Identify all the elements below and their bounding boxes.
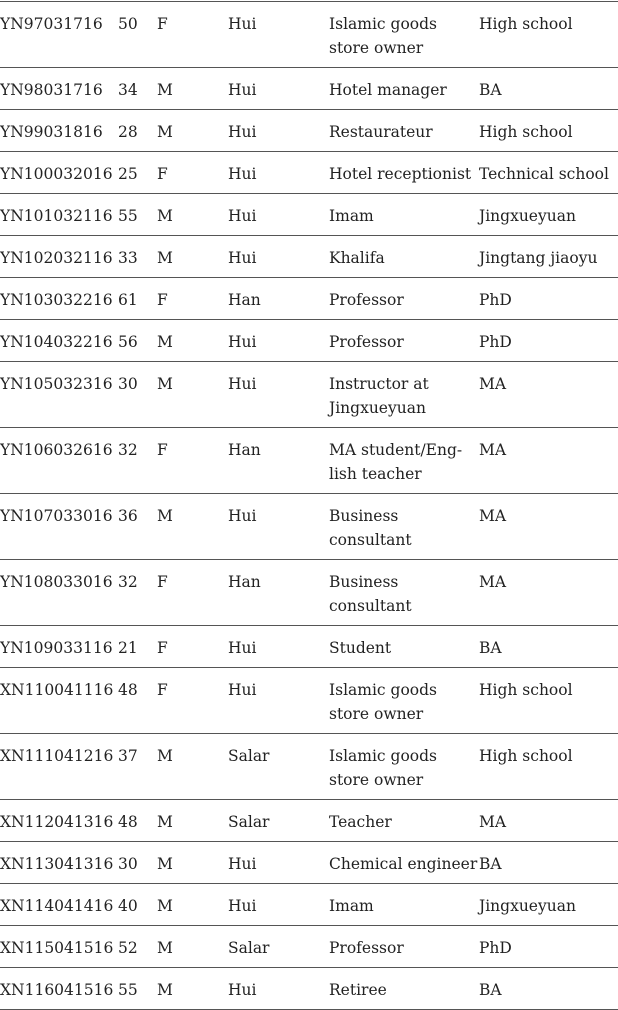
occupation-cell bbox=[329, 668, 479, 734]
participant-id-cell: YN109033116 bbox=[0, 639, 113, 657]
occupation-cell bbox=[329, 968, 479, 1010]
participant-id-cell: YN105032316 bbox=[0, 375, 113, 393]
sex-cell: M bbox=[157, 81, 173, 99]
education-cell: Jingxueyuan bbox=[479, 897, 576, 915]
occupation-line: Imam bbox=[329, 207, 374, 225]
sex-cell: M bbox=[157, 813, 173, 831]
occupation-line: lish teacher bbox=[329, 465, 422, 483]
sex-cell: F bbox=[157, 639, 168, 657]
education-cell: BA bbox=[479, 81, 502, 99]
table-row bbox=[0, 734, 618, 800]
participant-id-cell: YN99031816 bbox=[0, 123, 103, 141]
sex-cell: M bbox=[157, 249, 173, 267]
occupation-line: Hotel receptionist bbox=[329, 165, 472, 183]
ethnicity-cell: Hui bbox=[228, 207, 257, 225]
sex-cell: M bbox=[157, 123, 173, 141]
table-body bbox=[0, 2, 618, 1010]
ethnicity-cell: Hui bbox=[228, 123, 257, 141]
ethnicity-cell: Hui bbox=[228, 249, 257, 267]
age-cell: 32 bbox=[118, 573, 138, 591]
table-row bbox=[0, 968, 618, 1010]
participant-id-cell: YN100032016 bbox=[0, 165, 113, 183]
occupation-line: Student bbox=[329, 639, 392, 657]
occupation-cell bbox=[329, 362, 479, 428]
table-row bbox=[0, 110, 618, 152]
participant-id-cell: YN97031716 bbox=[0, 15, 103, 33]
age-cell: 52 bbox=[118, 939, 138, 957]
occupation-cell bbox=[329, 2, 479, 68]
participant-id-cell: XN110041116 bbox=[0, 681, 114, 699]
ethnicity-cell: Salar bbox=[228, 747, 270, 765]
sex-cell: M bbox=[157, 375, 173, 393]
participant-id-cell: XN111041216 bbox=[0, 747, 114, 765]
ethnicity-cell: Hui bbox=[228, 165, 257, 183]
participant-id-cell: YN101032116 bbox=[0, 207, 113, 225]
occupation-line: Jingxueyuan bbox=[329, 399, 426, 417]
education-cell: High school bbox=[479, 747, 573, 765]
occupation-cell bbox=[329, 278, 479, 320]
occupation-cell bbox=[329, 734, 479, 800]
occupation-line: consultant bbox=[329, 597, 412, 615]
occupation-cell bbox=[329, 428, 479, 494]
education-cell: High school bbox=[479, 123, 573, 141]
table-row bbox=[0, 194, 618, 236]
participant-id-cell: YN104032216 bbox=[0, 333, 113, 351]
ethnicity-cell: Hui bbox=[228, 333, 257, 351]
occupation-line: Professor bbox=[329, 333, 404, 351]
occupation-cell bbox=[329, 152, 479, 194]
ethnicity-cell: Hui bbox=[228, 855, 257, 873]
table-row bbox=[0, 152, 618, 194]
table-row bbox=[0, 68, 618, 110]
education-cell: BA bbox=[479, 639, 502, 657]
table-row bbox=[0, 362, 618, 428]
age-cell: 50 bbox=[118, 15, 138, 33]
table-row bbox=[0, 236, 618, 278]
ethnicity-cell: Hui bbox=[228, 375, 257, 393]
age-cell: 30 bbox=[118, 855, 138, 873]
age-cell: 61 bbox=[118, 291, 138, 309]
participant-id-cell: YN98031716 bbox=[0, 81, 103, 99]
sex-cell: F bbox=[157, 681, 168, 699]
participant-id-cell: XN114041416 bbox=[0, 897, 114, 915]
occupation-line: Professor bbox=[329, 939, 404, 957]
education-cell: MA bbox=[479, 813, 507, 831]
table-row bbox=[0, 494, 618, 560]
education-cell: Jingxueyuan bbox=[479, 207, 576, 225]
education-cell: PhD bbox=[479, 939, 512, 957]
occupation-line: Hotel manager bbox=[329, 81, 447, 99]
table-row bbox=[0, 884, 618, 926]
education-cell: Technical school bbox=[479, 165, 609, 183]
occupation-line: store owner bbox=[329, 39, 424, 57]
occupation-cell bbox=[329, 626, 479, 668]
sex-cell: F bbox=[157, 573, 168, 591]
age-cell: 32 bbox=[118, 441, 138, 459]
sex-cell: M bbox=[157, 939, 173, 957]
sex-cell: F bbox=[157, 165, 168, 183]
participants-table bbox=[0, 1, 618, 1010]
occupation-cell bbox=[329, 926, 479, 968]
occupation-line: Restaurateur bbox=[329, 123, 433, 141]
occupation-line: Chemical engineer bbox=[329, 855, 478, 873]
age-cell: 21 bbox=[118, 639, 138, 657]
occupation-line: Teacher bbox=[329, 813, 392, 831]
age-cell: 28 bbox=[118, 123, 138, 141]
age-cell: 37 bbox=[118, 747, 138, 765]
occupation-cell bbox=[329, 194, 479, 236]
age-cell: 34 bbox=[118, 81, 138, 99]
table-row bbox=[0, 320, 618, 362]
education-cell: MA bbox=[479, 507, 507, 525]
participant-id-cell: XN115041516 bbox=[0, 939, 114, 957]
table-row bbox=[0, 278, 618, 320]
education-cell: MA bbox=[479, 375, 507, 393]
ethnicity-cell: Han bbox=[228, 573, 261, 591]
occupation-cell bbox=[329, 842, 479, 884]
sex-cell: M bbox=[157, 507, 173, 525]
education-cell: High school bbox=[479, 681, 573, 699]
sex-cell: M bbox=[157, 981, 173, 999]
participant-id-cell: XN112041316 bbox=[0, 813, 114, 831]
occupation-cell bbox=[329, 68, 479, 110]
occupation-cell bbox=[329, 800, 479, 842]
occupation-line: Professor bbox=[329, 291, 404, 309]
occupation-line: Imam bbox=[329, 897, 374, 915]
education-cell: MA bbox=[479, 573, 507, 591]
table-row bbox=[0, 668, 618, 734]
occupation-cell bbox=[329, 884, 479, 926]
age-cell: 40 bbox=[118, 897, 138, 915]
occupation-line: Instructor at bbox=[329, 375, 429, 393]
occupation-cell bbox=[329, 494, 479, 560]
table-row bbox=[0, 626, 618, 668]
table-row bbox=[0, 428, 618, 494]
occupation-line: Khalifa bbox=[329, 249, 385, 267]
education-cell: PhD bbox=[479, 333, 512, 351]
table-row bbox=[0, 926, 618, 968]
age-cell: 55 bbox=[118, 981, 138, 999]
education-cell: PhD bbox=[479, 291, 512, 309]
table-row bbox=[0, 2, 618, 68]
sex-cell: M bbox=[157, 747, 173, 765]
occupation-line: MA student/Eng- bbox=[329, 441, 463, 459]
education-cell: High school bbox=[479, 15, 573, 33]
age-cell: 33 bbox=[118, 249, 138, 267]
ethnicity-cell: Hui bbox=[228, 639, 257, 657]
age-cell: 30 bbox=[118, 375, 138, 393]
ethnicity-cell: Hui bbox=[228, 897, 257, 915]
age-cell: 48 bbox=[118, 681, 138, 699]
occupation-line: Business bbox=[329, 573, 399, 591]
education-cell: MA bbox=[479, 441, 507, 459]
occupation-line: consultant bbox=[329, 531, 412, 549]
occupation-cell bbox=[329, 236, 479, 278]
occupation-line: Islamic goods bbox=[329, 681, 438, 699]
education-cell: BA bbox=[479, 855, 502, 873]
participant-id-cell: YN108033016 bbox=[0, 573, 113, 591]
sex-cell: M bbox=[157, 897, 173, 915]
ethnicity-cell: Salar bbox=[228, 939, 270, 957]
age-cell: 56 bbox=[118, 333, 138, 351]
participant-id-cell: YN106032616 bbox=[0, 441, 113, 459]
occupation-cell bbox=[329, 320, 479, 362]
ethnicity-cell: Hui bbox=[228, 681, 257, 699]
occupation-line: Islamic goods bbox=[329, 747, 438, 765]
sex-cell: M bbox=[157, 207, 173, 225]
ethnicity-cell: Hui bbox=[228, 507, 257, 525]
occupation-cell bbox=[329, 110, 479, 152]
occupation-line: store owner bbox=[329, 771, 424, 789]
sex-cell: F bbox=[157, 291, 168, 309]
occupation-line: Islamic goods bbox=[329, 15, 438, 33]
participant-id-cell: YN107033016 bbox=[0, 507, 113, 525]
occupation-line: Retiree bbox=[329, 981, 387, 999]
age-cell: 25 bbox=[118, 165, 138, 183]
ethnicity-cell: Salar bbox=[228, 813, 270, 831]
table-row bbox=[0, 842, 618, 884]
ethnicity-cell: Han bbox=[228, 291, 261, 309]
sex-cell: F bbox=[157, 441, 168, 459]
age-cell: 36 bbox=[118, 507, 138, 525]
participant-id-cell: XN113041316 bbox=[0, 855, 114, 873]
sex-cell: F bbox=[157, 15, 168, 33]
occupation-cell bbox=[329, 560, 479, 626]
participant-id-cell: YN102032116 bbox=[0, 249, 113, 267]
participant-id-cell: XN116041516 bbox=[0, 981, 114, 999]
ethnicity-cell: Hui bbox=[228, 81, 257, 99]
sex-cell: M bbox=[157, 855, 173, 873]
table-row bbox=[0, 560, 618, 626]
sex-cell: M bbox=[157, 333, 173, 351]
ethnicity-cell: Hui bbox=[228, 981, 257, 999]
age-cell: 55 bbox=[118, 207, 138, 225]
education-cell: BA bbox=[479, 981, 502, 999]
occupation-line: Business bbox=[329, 507, 399, 525]
age-cell: 48 bbox=[118, 813, 138, 831]
table-row bbox=[0, 800, 618, 842]
participant-id-cell: YN103032216 bbox=[0, 291, 113, 309]
education-cell: Jingtang jiaoyu bbox=[479, 249, 598, 267]
ethnicity-cell: Hui bbox=[228, 15, 257, 33]
ethnicity-cell: Han bbox=[228, 441, 261, 459]
occupation-line: store owner bbox=[329, 705, 424, 723]
